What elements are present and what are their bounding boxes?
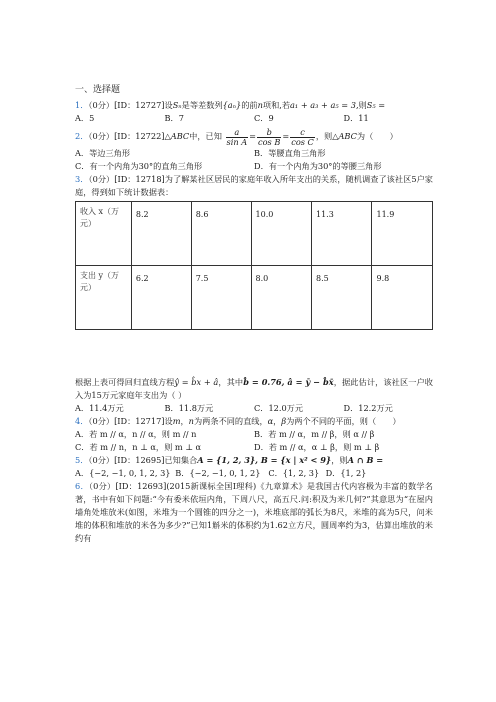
question-5	[75, 454, 433, 467]
option-b[interactable]: B．等腰直角三角形	[254, 148, 326, 158]
question-text: ，	[273, 416, 282, 426]
row-header-expense: 支出 y（万元）	[76, 266, 132, 330]
options-3	[75, 402, 433, 415]
question-number: 5．	[75, 455, 89, 465]
question-number: 4．	[75, 416, 89, 426]
table-cell: 8.0	[251, 266, 311, 330]
fraction-denominator: cos C	[291, 136, 314, 147]
question-text: 为两条不同的直线，	[193, 416, 268, 426]
math-condition: a₁ + a₃ + a₅ = 3	[290, 100, 356, 110]
table-row	[76, 202, 433, 266]
option-b[interactable]: B．{−2, −1, 0, 1, 2}	[175, 468, 261, 478]
options-4	[75, 428, 433, 454]
math-sn: Sₙ	[172, 100, 182, 110]
question-text: ,则	[355, 100, 367, 110]
question-text: ，	[180, 416, 189, 426]
math-triangle: △ABC	[332, 131, 357, 141]
table-cell: 10.0	[251, 202, 311, 266]
question-text: 项和,若	[262, 100, 291, 110]
question-text: 是等差数列	[181, 100, 223, 110]
question-number: 1．	[75, 100, 89, 110]
option-a[interactable]: A．11.4万元	[75, 403, 124, 413]
question-id: （0分）[ID：12727]设	[88, 100, 173, 110]
question-text: ，则	[315, 131, 333, 141]
math-triangle: △ABC	[164, 131, 190, 141]
fraction-a	[226, 128, 249, 147]
question-text: 中，已知	[189, 131, 222, 141]
option-c[interactable]: C．若 m // n，n ⊥ α，则 m ⊥ α	[75, 442, 202, 452]
option-d[interactable]: D．有一个内角为30°的等腰三角形	[254, 161, 382, 171]
option-b[interactable]: B．11.8万元	[164, 403, 214, 413]
fraction-numerator: a	[226, 128, 249, 138]
math-n: n	[188, 416, 194, 426]
question-text: ，其中	[218, 377, 244, 387]
math-m: m	[172, 416, 181, 426]
question-number: 6．	[75, 481, 89, 491]
option-c[interactable]: C．{1, 2, 3}	[268, 468, 320, 478]
section-title: 一、选择题	[75, 85, 121, 95]
option-c[interactable]: C．9	[254, 113, 274, 123]
question-text: 为（ ）	[356, 131, 398, 141]
option-b[interactable]: B．若 m // α，m // β，则 α // β	[254, 429, 375, 439]
question-2: 2．（0分）[ID：12722]△ABC中，已知 $\frac{a}{\text{sin A}}$ = $\frac{b}{\text{cos B}}$ = $\frac{c}{\text{cos C}}$ ，则△ABC为（ ）	[75, 126, 398, 147]
math-n: n	[257, 100, 263, 110]
table-cell: 6.2	[131, 266, 191, 330]
question-text: （0分）[ID：12717]设	[88, 416, 173, 426]
table-cell: 11.3	[312, 202, 372, 266]
question-3	[75, 173, 433, 199]
fraction-denominator: cos B	[258, 136, 281, 147]
question-text: （0分）[ID：12693](2015新课标全国Ⅰ理科)《九章算术》是我国古代内容极为丰富的数学名著，书中有如下问题:“今有委米依垣内角，下周八尺，高五尺.问:积及为米几何?”其意思为“在屋内墙角处堆放米(如图，米堆为一个圆锥的四分之一)，米堆底部的弧长为8尺，米堆的高为5尺，问米堆的体积和堆放的米各为多少?”已知1斛米的体积约为1.62立方尺，圆周率约为3，估算出堆放的米约有	[75, 481, 433, 543]
math-an: {aₙ}	[222, 100, 242, 110]
math-alpha: α	[267, 416, 274, 426]
options-2	[75, 147, 433, 173]
math-s5: S₅ =	[366, 100, 386, 110]
math-sets: A = {1, 2, 3}, B = {x | x² < 9}	[197, 455, 332, 465]
question-4	[75, 415, 433, 428]
fraction-b	[257, 128, 281, 147]
table-cell: 8.2	[131, 202, 191, 266]
fraction-numerator: c	[290, 128, 315, 138]
option-d[interactable]: D．12.2万元	[343, 403, 393, 413]
option-a[interactable]: A．{−2, −1, 0, 1, 2, 3}	[75, 468, 171, 478]
question-id: （0分）[ID：12722]	[88, 131, 165, 141]
option-c[interactable]: C．有一个内角为30°的直角三角形	[75, 161, 203, 171]
option-d[interactable]: D．11	[343, 113, 369, 123]
options-5	[75, 467, 433, 480]
question-text: 为两个不同的平面，则（ ）	[286, 416, 401, 426]
option-d[interactable]: D．{1, 2}	[325, 468, 367, 478]
question-text: ，据此估计，该社区一户收入为15万元家庭年支出为（ ）	[75, 377, 433, 400]
table-cell: 8.5	[312, 266, 372, 330]
fraction-denominator: sin A	[226, 136, 248, 147]
question-text: ，则	[331, 455, 348, 465]
fraction-c	[290, 128, 315, 147]
option-c[interactable]: C．12.0万元	[254, 403, 304, 413]
option-a[interactable]: A．5	[75, 113, 95, 123]
table-cell: 9.8	[372, 266, 433, 330]
option-d[interactable]: D．若 m // α，α ⊥ β，则 m ⊥ β	[254, 442, 380, 452]
math-regression: ŷ = b̂x + â	[174, 377, 219, 387]
math-intersection: A ∩ B =	[347, 455, 384, 465]
question-number: 2．	[75, 131, 89, 141]
table-cell: 7.5	[191, 266, 251, 330]
table-row	[76, 266, 433, 330]
question-text: （0分）[ID：12718]为了解某社区居民的家庭年收入所年支出的关系，随机调查了该社区5户家庭，得到如下统计数据表：	[75, 174, 433, 197]
option-a[interactable]: A．若 m // α，n // α，则 m // n	[75, 429, 197, 439]
option-b[interactable]: B．7	[164, 113, 184, 123]
question-3-continuation	[75, 376, 433, 402]
question-text: 的前	[241, 100, 258, 110]
question-text: 根据上表可得回归直线方程	[75, 377, 175, 387]
table-cell: 8.6	[191, 202, 251, 266]
question-text: （0分）[ID：12695]已知集合	[88, 455, 198, 465]
question-list	[75, 84, 433, 545]
fraction-numerator: b	[257, 128, 281, 138]
question-number: 3．	[75, 174, 89, 184]
math-beta: β	[281, 416, 287, 426]
statistics-table	[75, 201, 433, 330]
table-cell: 11.9	[372, 202, 433, 266]
options-1	[75, 112, 433, 125]
option-a[interactable]: A．等边三角形	[75, 148, 131, 158]
question-6	[75, 480, 433, 545]
math-coefficients: b̂ = 0.76, â = ȳ − b̂x̄	[243, 377, 334, 387]
row-header-income: 收入 x（万元）	[76, 202, 132, 266]
question-1	[75, 99, 433, 112]
